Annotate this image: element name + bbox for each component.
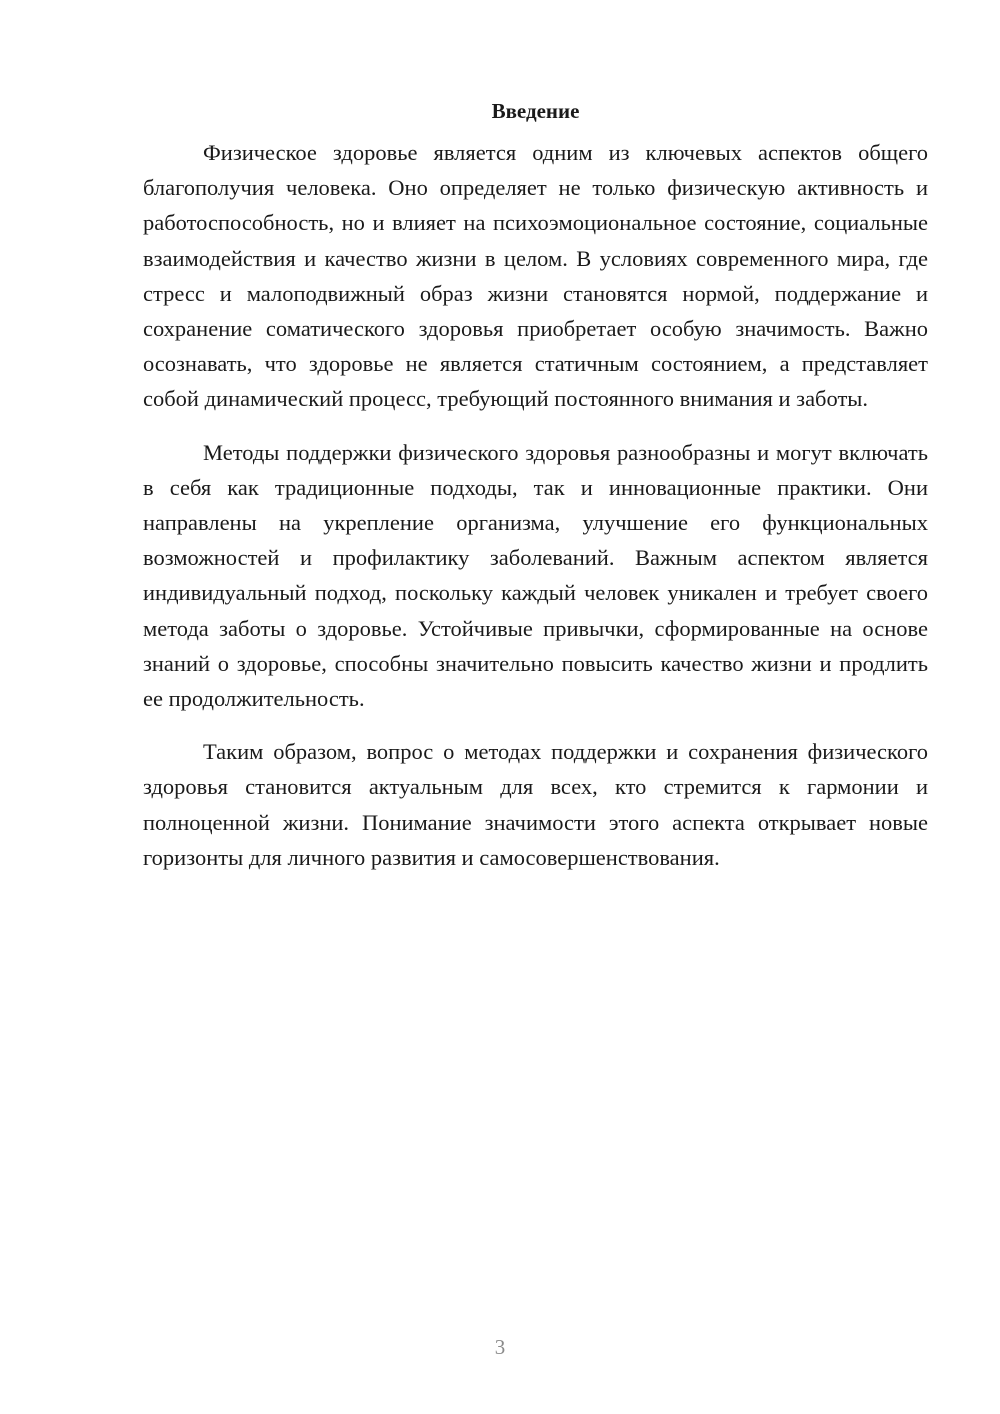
paragraph-3: Таким образом, вопрос о методах поддержки и сохранения физического здоровья становится актуальным для всех, кто стремится к гармонии и полноценной жизни. Понимание значимости этого аспекта открывает новые горизонты для личного развития и самосовершенствования.: [143, 739, 928, 870]
paragraph-2: Методы поддержки физического здоровья разнообразны и могут включать в себя как традиционные подходы, так и инновационные практики. Они направлены на укрепление организма, улучшение его функциональных возможностей и профилактику заболеваний. Важным аспектом является индивидуальный подход, поскольку каждый человек уникален и требует своего метода заботы о здоровье. Устойчивые привычки, сформированные на основе знаний о здоровье, способны значительно повысить качество жизни и продлить ее продолжительность.: [143, 439, 928, 712]
page-number: 3: [494, 1335, 506, 1359]
paragraph-1: Физическое здоровье является одним из ключевых аспектов общего благополучия человека. Оно определяет не только физическую активность и работоспособность, но и влияет на психоэмоциональное состояние, социальные взаимодействия и качество жизни в целом. В условиях современного мира, где стресс и малоподвижный образ жизни становятся нормой, поддержание и сохранение соматического здоровья приобретает особую значимость. Важно осознавать, что здоровье не является статичным состоянием, а представляет собой динамический процесс, требующий постоянного внимания и заботы.: [143, 140, 928, 412]
section-heading: Введение: [491, 99, 580, 123]
page-content: [143, 93, 928, 893]
